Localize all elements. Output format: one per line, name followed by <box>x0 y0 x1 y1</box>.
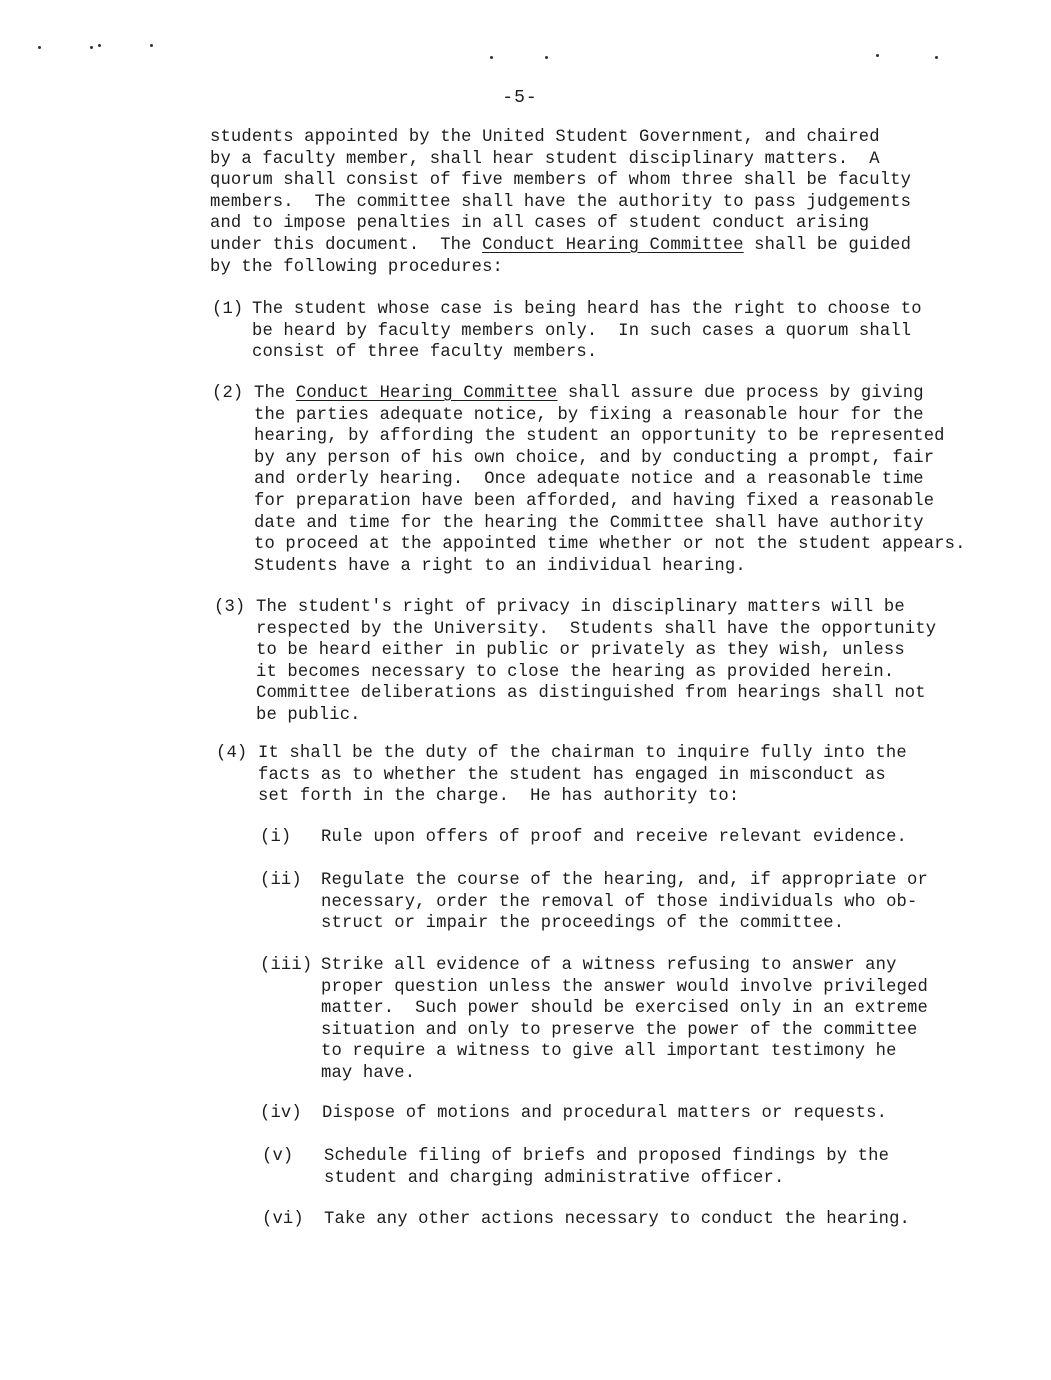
text-line: Strike all evidence of a witness refusing to answer any <box>321 956 897 975</box>
text-line: quorum shall consist of five members of whom three shall be faculty <box>210 171 912 191</box>
subitem-body <box>321 827 907 849</box>
item-body <box>254 383 966 577</box>
subitem-body <box>321 870 928 935</box>
text-line: respected by the University. Students shall have the opportunity <box>256 619 937 639</box>
text-line: set forth in the charge. He has authority to: <box>258 787 740 807</box>
scan-speck <box>935 56 938 59</box>
text-segment: shall assure due process by giving <box>557 384 924 403</box>
scan-speck <box>90 46 93 49</box>
authority-subitem-iv <box>260 1103 960 1127</box>
text-line: be public. <box>256 705 361 725</box>
text-line: and orderly hearing. Once adequate notice and a reasonable time <box>254 470 924 490</box>
text-line: The student whose case is being heard has the right to choose to <box>252 300 922 319</box>
text-line: facts as to whether the student has engaged in misconduct as <box>258 765 886 785</box>
authority-subitem-i <box>260 827 960 851</box>
text-segment: shall be guided <box>743 235 912 255</box>
text-line: matter. Such power should be exercised only in an extreme <box>321 999 928 1019</box>
text-line: Rule upon offers of proof and receive relevant evidence. <box>321 828 907 847</box>
text-line: for preparation have been afforded, and having fixed a reasonable <box>254 491 935 511</box>
item-number: (2) <box>212 384 244 403</box>
text-line: to be heard either in public or privately as they wish, unless <box>256 641 905 661</box>
procedure-item-1 <box>212 299 972 369</box>
text-line: to require a witness to give all important testimony he <box>321 1042 897 1062</box>
text-line: Committee deliberations as distinguished from hearings shall not <box>256 684 926 704</box>
text-line: hearing, by affording the student an opportunity to be represented <box>254 427 945 447</box>
scan-speck <box>545 56 548 59</box>
text-line: Take any other actions necessary to conduct the hearing. <box>324 1210 910 1229</box>
text-line <box>210 235 911 257</box>
authority-subitem-vi <box>262 1209 962 1233</box>
authority-subitem-iii <box>260 955 960 1090</box>
text-line: by a faculty member, shall hear student disciplinary matters. A <box>210 149 880 169</box>
text-line: proper question unless the answer would involve privileged <box>321 977 928 997</box>
text-segment: The <box>254 384 296 403</box>
text-line: Students have a right to an individual hearing. <box>254 556 746 576</box>
subitem-number: (ii) <box>260 871 302 890</box>
authority-subitem-ii <box>260 870 960 940</box>
text-line: Dispose of motions and procedural matters or requests. <box>322 1104 888 1123</box>
text-line: by any person of his own choice, and by conducting a prompt, fair <box>254 448 935 468</box>
subitem-number: (iii) <box>260 956 313 975</box>
item-body <box>256 597 936 727</box>
text-line: and to impose penalties in all cases of student conduct arising <box>210 214 870 234</box>
scan-speck <box>150 44 153 47</box>
intro-paragraph <box>210 127 911 278</box>
scan-speck <box>490 56 493 59</box>
subitem-number: (iv) <box>260 1104 302 1123</box>
text-line: consist of three faculty members. <box>252 343 598 363</box>
text-line <box>254 383 966 405</box>
text-line: to proceed at the appointed time whether or not the student appears. <box>254 535 966 555</box>
procedure-item-2 <box>212 383 982 583</box>
text-line: may have. <box>321 1063 416 1083</box>
page-number: -5- <box>502 88 538 108</box>
text-segment: under this document. The <box>210 235 483 255</box>
text-line: students appointed by the United Student Government, and chaired <box>210 128 880 147</box>
item-body <box>258 743 907 808</box>
text-line: struct or impair the proceedings of the committee. <box>321 914 845 934</box>
scan-speck <box>38 46 41 49</box>
authority-subitem-v <box>262 1146 962 1194</box>
subitem-body <box>324 1146 889 1189</box>
procedure-item-4 <box>216 743 976 813</box>
subitem-number: (v) <box>262 1147 294 1166</box>
scan-speck <box>876 54 879 57</box>
subitem-body <box>321 955 928 1085</box>
text-line: student and charging administrative officer. <box>324 1168 785 1188</box>
subitem-number: (vi) <box>262 1210 304 1229</box>
text-line: it becomes necessary to close the hearing as provided herein. <box>256 662 895 682</box>
item-number: (1) <box>212 300 244 319</box>
text-line: situation and only to preserve the power of the committee <box>321 1020 918 1040</box>
text-line: date and time for the hearing the Committee shall have authority <box>254 513 924 533</box>
subitem-body <box>322 1103 887 1125</box>
text-line: the parties adequate notice, by fixing a reasonable hour for the <box>254 405 924 425</box>
subitem-body <box>324 1209 910 1231</box>
committee-name-underlined: Conduct Hearing Committee <box>295 384 558 403</box>
text-line: The student's right of privacy in disciplinary matters will be <box>256 598 905 617</box>
item-number: (3) <box>214 598 246 617</box>
text-line: be heard by faculty members only. In such cases a quorum shall <box>252 321 912 341</box>
committee-name-underlined: Conduct Hearing Committee <box>482 235 744 255</box>
text-line: by the following procedures: <box>210 257 503 277</box>
text-line: necessary, order the removal of those individuals who ob- <box>321 892 918 912</box>
text-line: Regulate the course of the hearing, and, if appropriate or <box>321 871 928 890</box>
scan-speck <box>98 44 101 47</box>
subitem-number: (i) <box>260 828 292 847</box>
item-number: (4) <box>216 744 248 763</box>
procedure-item-3 <box>214 597 974 732</box>
text-line: It shall be the duty of the chairman to inquire fully into the <box>258 744 907 763</box>
text-line: members. The committee shall have the authority to pass judgements <box>210 192 912 212</box>
text-line: Schedule filing of briefs and proposed findings by the <box>324 1147 890 1166</box>
item-body <box>252 299 922 364</box>
